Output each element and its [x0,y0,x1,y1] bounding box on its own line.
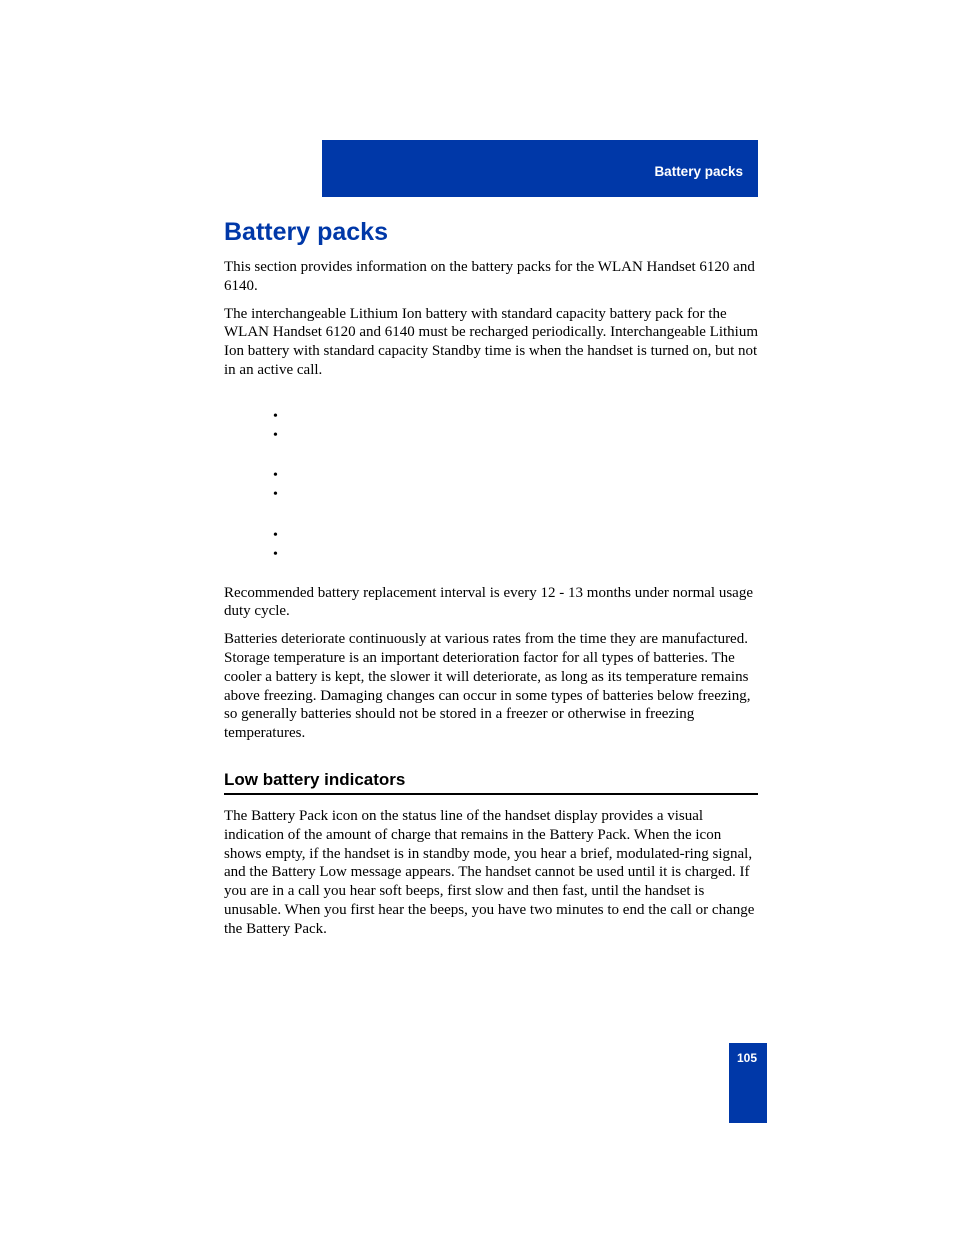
page-content [224,214,758,948]
page-number: 105 [736,1051,758,1065]
bullet-item [273,467,758,486]
low-battery-paragraph: The Battery Pack icon on the status line of the handset display provides a visual indication of the amount of charge that remains in the Battery Pack. When the icon shows empty, if the handset is in standby mode, you hear a brief, modulated-ring signal, and the Battery Low message appears. The handset cannot be used until it is charged. If you are in a call you hear soft beeps, first slow and then fast, until the handset is unusable. When you first hear the beeps, you have two minutes to end the call or change the Battery Pack. [224,807,755,937]
bullet-item [273,408,758,427]
deterioration-paragraph: Batteries deteriorate continuously at various rates from the time they are manufactured. Storage temperature is an important deterioration factor for all types of batteries. The cooler a battery is kept, the slower it will deteriorate, as long as its temperature remains above freezing. Damaging changes can occur in some types of batteries below freezing, so generally batteries should not be stored in a freezer or otherwise in freezing temperatures. [224,631,751,742]
page-title: Battery packs [224,218,388,246]
bullet-item [273,486,758,505]
intro-paragraph: This section provides information on the battery packs for the WLAN Handset 6120 and 6140. [224,259,755,294]
header-band [322,140,758,197]
bullet-item [273,546,758,565]
page-number-tab [729,1043,767,1123]
section-heading-low-battery: Low battery indicators [224,769,758,795]
bullet-item [273,427,758,446]
replacement-interval-paragraph: Recommended battery replacement interval is every 12 - 13 months under normal usage duty cycle. [224,584,753,620]
bullet-item [273,527,758,546]
running-header: Battery packs [654,164,743,179]
battery-description-paragraph: The interchangeable Lithium Ion battery with standard capacity battery pack for the WLAN Handset 6120 and 6140 must be recharged periodically. Interchangeable Lithium Ion battery with standard capacity Standby time is when the handset is turned on, but not in an active call. [224,305,758,378]
bullet-list [224,408,758,565]
